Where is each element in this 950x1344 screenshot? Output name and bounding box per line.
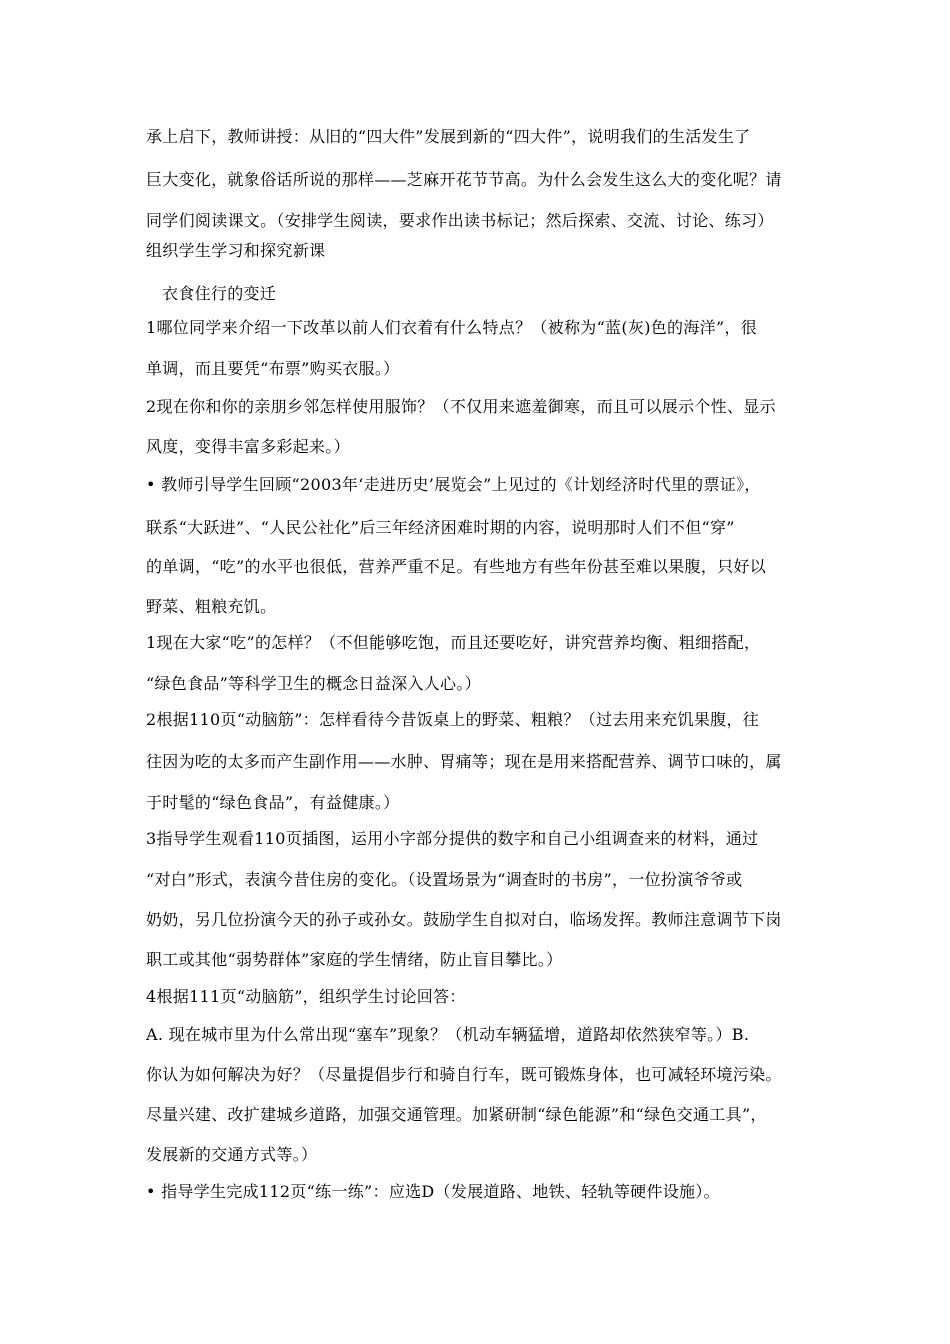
- paragraph-line: 同学们阅读课文。（安排学生阅读，要求作出读书标记；然后探索、交流、讨论、练习）: [146, 211, 774, 230]
- paragraph-line: 你认为如何解决为好？（尽量提倡步行和骑自行车，既可锻炼身体，也可减轻环境污染。: [146, 1065, 782, 1084]
- paragraph-line: 职工或其他“弱势群体”家庭的学生情绪，防止盲目攀比。）: [146, 950, 563, 969]
- paragraph-line: 1现在大家“吃”的怎样？（不但能够吃饱，而且还要吃好，讲究营养均衡、粗细搭配，: [146, 633, 761, 652]
- paragraph-line: 3指导学生观看110页插图，运用小字部分提供的数字和自己小组调查来的材料，通过: [146, 829, 759, 848]
- paragraph-line: “绿色食品”等科学卫生的概念日益深入人心。）: [146, 674, 481, 693]
- paragraph-line: 奶奶，另几位扮演今天的孙子或孙女。鼓励学生自拟对白，临场发挥。教师注意调节下岗: [146, 910, 782, 929]
- paragraph-line: 2现在你和你的亲朋乡邻怎样使用服饰？（不仅用来遮羞御寒，而且可以展示个性、显示: [146, 397, 776, 416]
- bullet-line: • 教师引导学生回顾“2003年‘走进历史’展览会”上见过的《计划经济时代里的票证》，: [146, 475, 761, 494]
- paragraph-line: 4根据111页“动脑筋”，组织学生讨论回答：: [146, 987, 466, 1006]
- paragraph-line: 的单调，“吃”的水平也很低，营养严重不足。有些地方有些年份甚至难以果腹，只好以: [146, 557, 767, 576]
- subsection-heading: 衣食住行的变迁: [162, 284, 277, 303]
- paragraph-line: 于时髦的“绿色食品”，有益健康。）: [146, 793, 400, 812]
- paragraph-line: 承上启下，教师讲授：从旧的“四大件”发展到新的“四大件”，说明我们的生活发生了: [146, 127, 751, 146]
- paragraph-line: 1哪位同学来介绍一下改革以前人们衣着有什么特点？（被称为“蓝(灰)色的海洋”，很: [146, 318, 758, 337]
- paragraph-line: 联系“大跃进”、“人民公社化”后三年经济困难时期的内容，说明那时人们不但“穿”: [146, 518, 735, 537]
- paragraph-line: 往因为吃的太多而产生副作用——水肿、胃痛等；现在是用来搭配营养、调节口味的，属: [146, 752, 782, 771]
- paragraph-line: 单调，而且要凭“布票”购买衣服。）: [146, 359, 400, 378]
- section-heading: 组织学生学习和探究新课: [146, 241, 326, 260]
- paragraph-line: A. 现在城市里为什么常出现“塞车”现象？（机动车辆猛增，道路却依然狭窄等。）B.: [146, 1025, 750, 1044]
- bullet-line: • 指导学生完成112页“练一练”：应选D（发展道路、地铁、轻轨等硬件设施）。: [146, 1182, 720, 1201]
- paragraph-line: “对白”形式，表演今昔住房的变化。（设置场景为“调查时的书房”，一位扮演爷爷或: [146, 870, 743, 889]
- paragraph-line: 野菜、粗粮充饥。: [146, 597, 277, 616]
- paragraph-line: 巨大变化，就象俗话所说的那样——芝麻开花节节高。为什么会发生这么大的变化呢？请: [146, 170, 782, 189]
- paragraph-line: 风度，变得丰富多彩起来。）: [146, 437, 350, 456]
- paragraph-line: 尽量兴建、改扩建城乡道路，加强交通管理。加紧研制“绿色能源”和“绿色交通工具”，: [146, 1105, 767, 1124]
- paragraph-line: 2根据110页“动脑筋”：怎样看待今昔饭桌上的野菜、粗粮？（过去用来充饥果腹，往: [146, 710, 760, 729]
- paragraph-line: 发展新的交通方式等。）: [146, 1145, 318, 1164]
